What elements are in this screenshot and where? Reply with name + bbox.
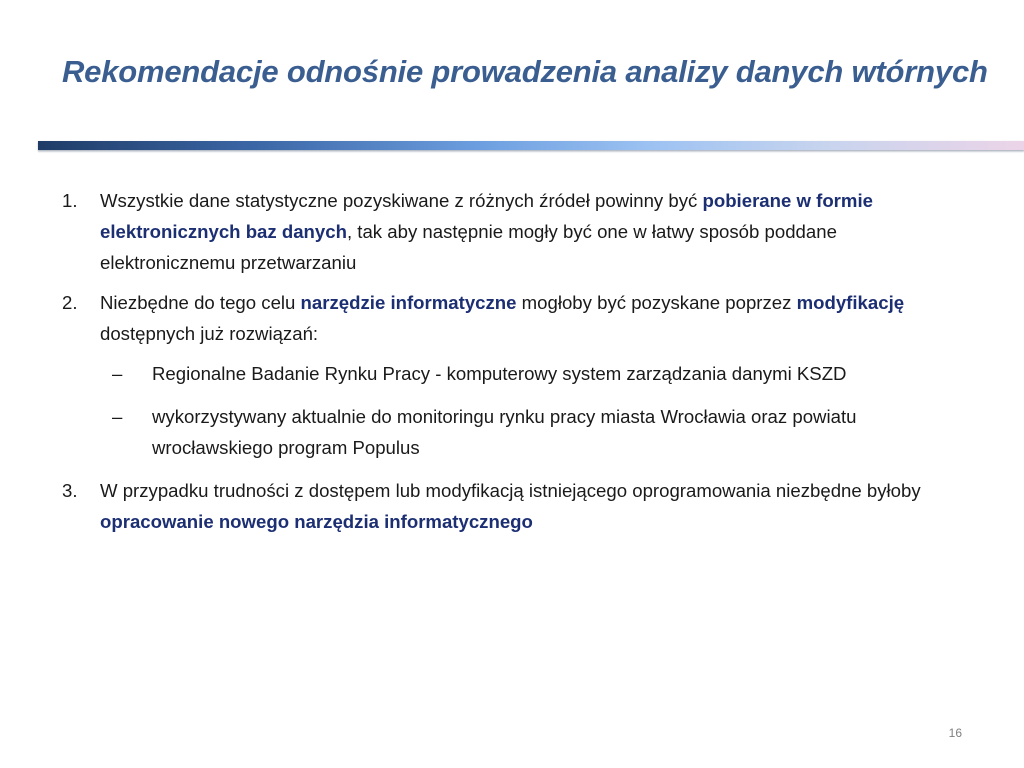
item-highlight: modyfikację: [796, 292, 905, 313]
list-number: 1.: [62, 190, 78, 211]
sub-item-text: wykorzystywany aktualnie do monitoringu rynku pracy miasta Wrocławia oraz powiatu wrocławskiego program Populus: [152, 406, 857, 458]
item-text: Wszystkie dane statystyczne pozyskiwane z różnych źródeł powinny być: [100, 190, 703, 211]
item-text: , tak aby następnie mogły być one w łatwy sposób poddane elektronicznemu przetwarzaniu: [100, 221, 837, 273]
item-highlight: narzędzie informatyczne: [300, 292, 517, 313]
sub-list-item-2: [62, 401, 972, 463]
page-number: 16: [948, 726, 962, 740]
list-item-3: [62, 475, 972, 537]
list-item-1: [62, 185, 972, 278]
sub-item-text: Regionalne Badanie Rynku Pracy - komputerowy system zarządzania danymi KSZD: [152, 363, 847, 384]
item-text: W przypadku trudności z dostępem lub modyfikacją istniejącego oprogramowania niezbędne byłoby: [100, 480, 921, 501]
title-underline-shadow: [38, 150, 1024, 153]
sub-list-item-1: [62, 358, 972, 389]
list-item-2: [62, 287, 972, 349]
dash-bullet: –: [112, 363, 123, 384]
list-number: 3.: [62, 480, 78, 501]
slide-content: [62, 185, 972, 546]
list-number: 2.: [62, 292, 78, 313]
item-highlight: opracowanie nowego narzędzia informatycznego: [100, 511, 533, 532]
item-highlight: pobierane w formie elektronicznych baz danych: [100, 190, 873, 242]
item-text: Niezbędne do tego celu: [100, 292, 301, 313]
dash-bullet: –: [112, 406, 123, 427]
title-underline-bar: [38, 141, 1024, 150]
slide-title: Rekomendacje odnośnie prowadzenia analizy danych wtórnych: [62, 54, 988, 89]
item-text: mogłoby być pozyskane poprzez: [516, 292, 797, 313]
item-text: dostępnych już rozwiązań:: [100, 323, 319, 344]
